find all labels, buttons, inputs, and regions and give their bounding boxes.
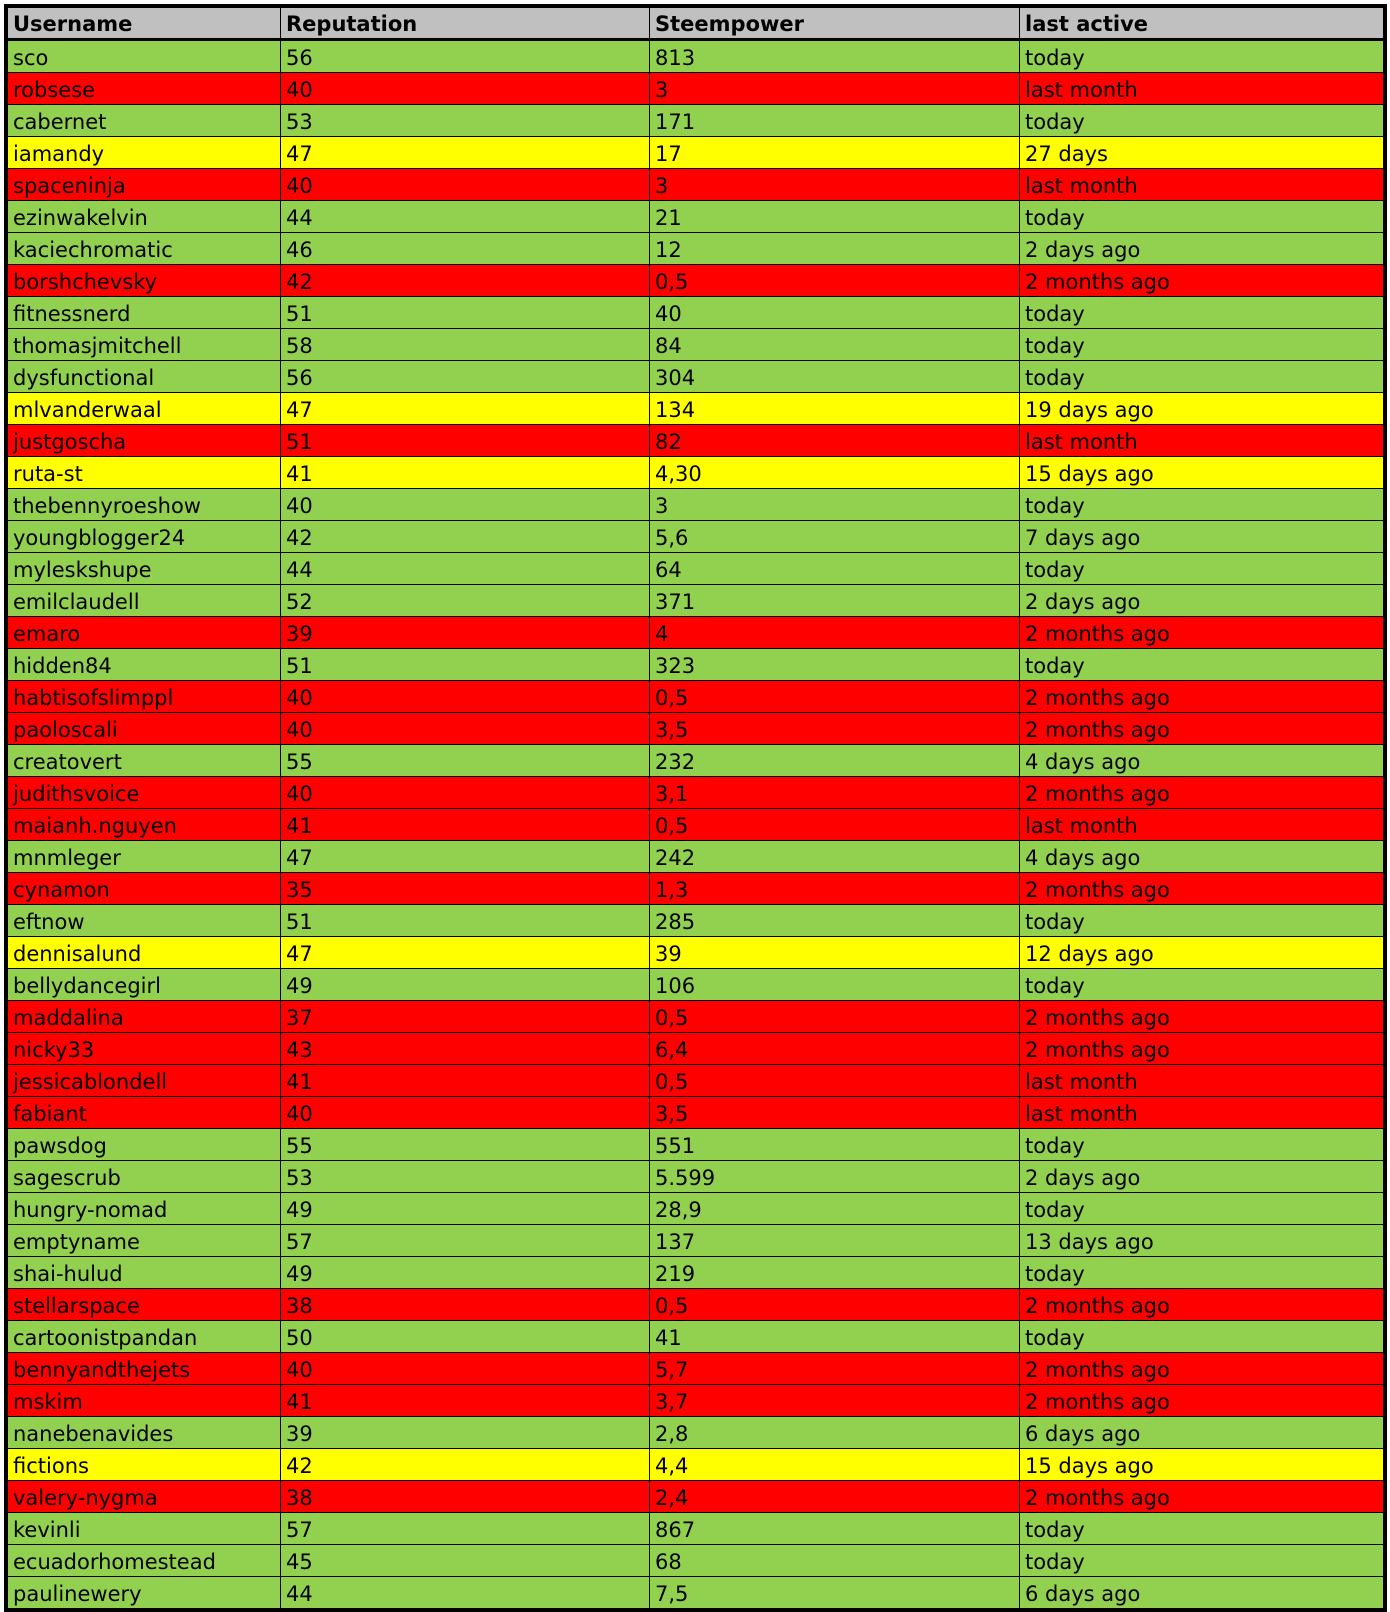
cell-reputation[interactable]: 40 xyxy=(281,169,650,201)
cell-last-active[interactable]: 2 days ago xyxy=(1020,585,1384,617)
cell-steempower[interactable]: 0,5 xyxy=(650,1065,1020,1097)
cell-username[interactable]: dennisalund xyxy=(8,937,281,969)
cell-username[interactable]: judithsvoice xyxy=(8,777,281,809)
cell-reputation[interactable]: 42 xyxy=(281,265,650,297)
cell-last-active[interactable]: 2 months ago xyxy=(1020,1385,1384,1417)
cell-username[interactable]: justgoscha xyxy=(8,425,281,457)
cell-last-active[interactable]: last month xyxy=(1020,169,1384,201)
cell-username[interactable]: bennyandthejets xyxy=(8,1353,281,1385)
cell-steempower[interactable]: 82 xyxy=(650,425,1020,457)
cell-last-active[interactable]: today xyxy=(1020,1321,1384,1353)
cell-reputation[interactable]: 47 xyxy=(281,393,650,425)
cell-steempower[interactable]: 106 xyxy=(650,969,1020,1001)
cell-steempower[interactable]: 0,5 xyxy=(650,681,1020,713)
cell-last-active[interactable]: last month xyxy=(1020,425,1384,457)
cell-steempower[interactable]: 4,30 xyxy=(650,457,1020,489)
cell-username[interactable]: valery-nygma xyxy=(8,1481,281,1513)
table-row xyxy=(8,521,1384,553)
cell-last-active[interactable]: 4 days ago xyxy=(1020,841,1384,873)
cell-last-active[interactable]: 2 months ago xyxy=(1020,1353,1384,1385)
cell-reputation[interactable]: 50 xyxy=(281,1321,650,1353)
header-last-active[interactable]: last active xyxy=(1020,8,1384,40)
cell-steempower[interactable]: 5.599 xyxy=(650,1161,1020,1193)
cell-steempower[interactable]: 1,3 xyxy=(650,873,1020,905)
cell-steempower[interactable]: 17 xyxy=(650,137,1020,169)
cell-username[interactable]: ecuadorhomestead xyxy=(8,1545,281,1577)
table-row xyxy=(8,1097,1384,1129)
spreadsheet xyxy=(4,4,1387,1612)
cell-username[interactable]: mnmleger xyxy=(8,841,281,873)
cell-steempower[interactable]: 2,4 xyxy=(650,1481,1020,1513)
cell-steempower[interactable]: 232 xyxy=(650,745,1020,777)
cell-username[interactable]: ezinwakelvin xyxy=(8,201,281,233)
cell-last-active[interactable]: today xyxy=(1020,40,1384,73)
cell-steempower[interactable]: 12 xyxy=(650,233,1020,265)
cell-last-active[interactable]: 15 days ago xyxy=(1020,457,1384,489)
table-row xyxy=(8,329,1384,361)
table-row xyxy=(8,1001,1384,1033)
cell-last-active[interactable]: 2 months ago xyxy=(1020,681,1384,713)
cell-username[interactable]: maianh.nguyen xyxy=(8,809,281,841)
cell-steempower[interactable]: 285 xyxy=(650,905,1020,937)
cell-last-active[interactable]: today xyxy=(1020,553,1384,585)
cell-username[interactable]: hungry-nomad xyxy=(8,1193,281,1225)
cell-steempower[interactable]: 3 xyxy=(650,169,1020,201)
cell-reputation[interactable]: 53 xyxy=(281,1161,650,1193)
cell-last-active[interactable]: today xyxy=(1020,105,1384,137)
cell-reputation[interactable]: 45 xyxy=(281,1545,650,1577)
table-row xyxy=(8,1225,1384,1257)
cell-reputation[interactable]: 44 xyxy=(281,553,650,585)
cell-reputation[interactable]: 53 xyxy=(281,105,650,137)
table-row xyxy=(8,553,1384,585)
table-row xyxy=(8,1385,1384,1417)
cell-reputation[interactable]: 40 xyxy=(281,1097,650,1129)
table-row xyxy=(8,489,1384,521)
cell-reputation[interactable]: 57 xyxy=(281,1225,650,1257)
cell-reputation[interactable]: 41 xyxy=(281,1385,650,1417)
cell-reputation[interactable]: 49 xyxy=(281,1193,650,1225)
cell-steempower[interactable]: 6,4 xyxy=(650,1033,1020,1065)
table-row xyxy=(8,1545,1384,1577)
cell-username[interactable]: dysfunctional xyxy=(8,361,281,393)
cell-last-active[interactable]: 6 days ago xyxy=(1020,1577,1384,1609)
cell-steempower[interactable]: 3,5 xyxy=(650,1097,1020,1129)
cell-username[interactable]: emaro xyxy=(8,617,281,649)
cell-reputation[interactable]: 40 xyxy=(281,489,650,521)
cell-reputation[interactable]: 51 xyxy=(281,649,650,681)
table-row xyxy=(8,1321,1384,1353)
cell-steempower[interactable]: 4 xyxy=(650,617,1020,649)
cell-last-active[interactable]: today xyxy=(1020,1129,1384,1161)
cell-steempower[interactable]: 64 xyxy=(650,553,1020,585)
cell-username[interactable]: bellydancegirl xyxy=(8,969,281,1001)
header-row xyxy=(8,8,1384,40)
cell-steempower[interactable]: 0,5 xyxy=(650,1289,1020,1321)
cell-last-active[interactable]: 2 months ago xyxy=(1020,1001,1384,1033)
table-row xyxy=(8,745,1384,777)
cell-reputation[interactable]: 49 xyxy=(281,1257,650,1289)
cell-last-active[interactable]: 2 months ago xyxy=(1020,617,1384,649)
cell-steempower[interactable]: 323 xyxy=(650,649,1020,681)
table-row xyxy=(8,457,1384,489)
table-row xyxy=(8,585,1384,617)
table-row xyxy=(8,681,1384,713)
table-row xyxy=(8,969,1384,1001)
cell-reputation[interactable]: 55 xyxy=(281,1129,650,1161)
cell-username[interactable]: sco xyxy=(8,40,281,73)
cell-username[interactable]: fitnessnerd xyxy=(8,297,281,329)
cell-last-active[interactable]: today xyxy=(1020,297,1384,329)
cell-reputation[interactable]: 46 xyxy=(281,233,650,265)
cell-last-active[interactable]: 2 months ago xyxy=(1020,713,1384,745)
cell-reputation[interactable]: 41 xyxy=(281,1065,650,1097)
cell-username[interactable]: robsese xyxy=(8,73,281,105)
cell-steempower[interactable]: 41 xyxy=(650,1321,1020,1353)
cell-last-active[interactable]: last month xyxy=(1020,73,1384,105)
cell-username[interactable]: cynamon xyxy=(8,873,281,905)
table-row xyxy=(8,297,1384,329)
table-row xyxy=(8,1513,1384,1545)
cell-reputation[interactable]: 35 xyxy=(281,873,650,905)
cell-username[interactable]: hidden84 xyxy=(8,649,281,681)
table-row xyxy=(8,905,1384,937)
table-row xyxy=(8,105,1384,137)
cell-username[interactable]: kaciechromatic xyxy=(8,233,281,265)
cell-username[interactable]: shai-hulud xyxy=(8,1257,281,1289)
cell-username[interactable]: mlvanderwaal xyxy=(8,393,281,425)
cell-username[interactable]: jessicablondell xyxy=(8,1065,281,1097)
table-row xyxy=(8,1129,1384,1161)
cell-reputation[interactable]: 41 xyxy=(281,457,650,489)
users-table xyxy=(7,7,1384,1609)
table-row xyxy=(8,73,1384,105)
cell-username[interactable]: youngblogger24 xyxy=(8,521,281,553)
cell-steempower[interactable]: 0,5 xyxy=(650,1001,1020,1033)
cell-last-active[interactable]: last month xyxy=(1020,1097,1384,1129)
cell-username[interactable]: emilclaudell xyxy=(8,585,281,617)
header-reputation[interactable]: Reputation xyxy=(281,8,650,40)
cell-steempower[interactable]: 371 xyxy=(650,585,1020,617)
cell-reputation[interactable]: 37 xyxy=(281,1001,650,1033)
cell-last-active[interactable]: 12 days ago xyxy=(1020,937,1384,969)
cell-steempower[interactable]: 171 xyxy=(650,105,1020,137)
table-row xyxy=(8,169,1384,201)
cell-reputation[interactable]: 58 xyxy=(281,329,650,361)
cell-steempower[interactable]: 551 xyxy=(650,1129,1020,1161)
cell-reputation[interactable]: 47 xyxy=(281,137,650,169)
table-row xyxy=(8,425,1384,457)
cell-username[interactable]: kevinli xyxy=(8,1513,281,1545)
cell-last-active[interactable]: 2 months ago xyxy=(1020,265,1384,297)
table-row xyxy=(8,233,1384,265)
cell-username[interactable]: myleskshupe xyxy=(8,553,281,585)
cell-steempower[interactable]: 3,7 xyxy=(650,1385,1020,1417)
cell-reputation[interactable]: 44 xyxy=(281,201,650,233)
cell-reputation[interactable]: 39 xyxy=(281,617,650,649)
cell-username[interactable]: spaceninja xyxy=(8,169,281,201)
cell-reputation[interactable]: 41 xyxy=(281,809,650,841)
cell-last-active[interactable]: today xyxy=(1020,649,1384,681)
table-row xyxy=(8,1161,1384,1193)
cell-reputation[interactable]: 56 xyxy=(281,40,650,73)
cell-username[interactable]: sagescrub xyxy=(8,1161,281,1193)
cell-reputation[interactable]: 42 xyxy=(281,1449,650,1481)
cell-steempower[interactable]: 3 xyxy=(650,73,1020,105)
cell-last-active[interactable]: 2 months ago xyxy=(1020,1033,1384,1065)
cell-reputation[interactable]: 56 xyxy=(281,361,650,393)
cell-steempower[interactable]: 68 xyxy=(650,1545,1020,1577)
table-header xyxy=(8,8,1384,40)
cell-reputation[interactable]: 55 xyxy=(281,745,650,777)
cell-last-active[interactable]: 19 days ago xyxy=(1020,393,1384,425)
table-row xyxy=(8,201,1384,233)
cell-username[interactable]: cabernet xyxy=(8,105,281,137)
cell-last-active[interactable]: today xyxy=(1020,969,1384,1001)
table-row xyxy=(8,361,1384,393)
cell-last-active[interactable]: 13 days ago xyxy=(1020,1225,1384,1257)
cell-steempower[interactable]: 21 xyxy=(650,201,1020,233)
cell-username[interactable]: mskim xyxy=(8,1385,281,1417)
cell-last-active[interactable]: 15 days ago xyxy=(1020,1449,1384,1481)
table-row xyxy=(8,937,1384,969)
cell-username[interactable]: nicky33 xyxy=(8,1033,281,1065)
cell-username[interactable]: habtisofslimppl xyxy=(8,681,281,713)
cell-last-active[interactable]: today xyxy=(1020,1193,1384,1225)
cell-last-active[interactable]: 2 months ago xyxy=(1020,873,1384,905)
cell-username[interactable]: eftnow xyxy=(8,905,281,937)
cell-reputation[interactable]: 40 xyxy=(281,713,650,745)
cell-steempower[interactable]: 2,8 xyxy=(650,1417,1020,1449)
cell-last-active[interactable]: 2 days ago xyxy=(1020,233,1384,265)
table-row xyxy=(8,1417,1384,1449)
cell-reputation[interactable]: 57 xyxy=(281,1513,650,1545)
cell-reputation[interactable]: 51 xyxy=(281,297,650,329)
cell-steempower[interactable]: 40 xyxy=(650,297,1020,329)
cell-steempower[interactable]: 134 xyxy=(650,393,1020,425)
cell-reputation[interactable]: 43 xyxy=(281,1033,650,1065)
cell-steempower[interactable]: 28,9 xyxy=(650,1193,1020,1225)
table-row xyxy=(8,1289,1384,1321)
cell-last-active[interactable]: last month xyxy=(1020,1065,1384,1097)
cell-steempower[interactable]: 0,5 xyxy=(650,265,1020,297)
cell-reputation[interactable]: 51 xyxy=(281,905,650,937)
cell-last-active[interactable]: 7 days ago xyxy=(1020,521,1384,553)
cell-steempower[interactable]: 3,1 xyxy=(650,777,1020,809)
cell-last-active[interactable]: 2 months ago xyxy=(1020,1289,1384,1321)
table-row xyxy=(8,809,1384,841)
cell-steempower[interactable]: 5,7 xyxy=(650,1353,1020,1385)
cell-reputation[interactable]: 39 xyxy=(281,1417,650,1449)
cell-reputation[interactable]: 51 xyxy=(281,425,650,457)
cell-last-active[interactable]: today xyxy=(1020,1545,1384,1577)
cell-username[interactable]: paoloscali xyxy=(8,713,281,745)
header-steempower[interactable]: Steempower xyxy=(650,8,1020,40)
cell-username[interactable]: ruta-st xyxy=(8,457,281,489)
table-row xyxy=(8,777,1384,809)
table-row xyxy=(8,265,1384,297)
table-row xyxy=(8,137,1384,169)
table-row xyxy=(8,1449,1384,1481)
cell-username[interactable]: borshchevsky xyxy=(8,265,281,297)
cell-steempower[interactable]: 84 xyxy=(650,329,1020,361)
table-row xyxy=(8,1033,1384,1065)
cell-steempower[interactable]: 137 xyxy=(650,1225,1020,1257)
table-body xyxy=(8,40,1384,1609)
cell-username[interactable]: creatovert xyxy=(8,745,281,777)
cell-steempower[interactable]: 5,6 xyxy=(650,521,1020,553)
cell-reputation[interactable]: 40 xyxy=(281,73,650,105)
cell-steempower[interactable]: 7,5 xyxy=(650,1577,1020,1609)
cell-username[interactable]: pawsdog xyxy=(8,1129,281,1161)
cell-reputation[interactable]: 52 xyxy=(281,585,650,617)
cell-last-active[interactable]: last month xyxy=(1020,809,1384,841)
cell-reputation[interactable]: 40 xyxy=(281,681,650,713)
table-row xyxy=(8,1481,1384,1513)
cell-steempower[interactable]: 242 xyxy=(650,841,1020,873)
cell-username[interactable]: cartoonistpandan xyxy=(8,1321,281,1353)
cell-reputation[interactable]: 38 xyxy=(281,1289,650,1321)
cell-reputation[interactable]: 42 xyxy=(281,521,650,553)
table-row xyxy=(8,1577,1384,1609)
table-row xyxy=(8,40,1384,73)
cell-last-active[interactable]: 2 months ago xyxy=(1020,1481,1384,1513)
table-row xyxy=(8,1193,1384,1225)
cell-reputation[interactable]: 40 xyxy=(281,1353,650,1385)
cell-last-active[interactable]: today xyxy=(1020,361,1384,393)
table-row xyxy=(8,873,1384,905)
cell-steempower[interactable]: 39 xyxy=(650,937,1020,969)
cell-reputation[interactable]: 38 xyxy=(281,1481,650,1513)
cell-username[interactable]: iamandy xyxy=(8,137,281,169)
cell-last-active[interactable]: 4 days ago xyxy=(1020,745,1384,777)
cell-username[interactable]: fabiant xyxy=(8,1097,281,1129)
cell-username[interactable]: maddalina xyxy=(8,1001,281,1033)
table-row xyxy=(8,1353,1384,1385)
cell-steempower[interactable]: 4,4 xyxy=(650,1449,1020,1481)
cell-steempower[interactable]: 813 xyxy=(650,40,1020,73)
cell-steempower[interactable]: 867 xyxy=(650,1513,1020,1545)
cell-last-active[interactable]: today xyxy=(1020,329,1384,361)
cell-reputation[interactable]: 49 xyxy=(281,969,650,1001)
table-row xyxy=(8,1065,1384,1097)
cell-steempower[interactable]: 219 xyxy=(650,1257,1020,1289)
cell-username[interactable]: fictions xyxy=(8,1449,281,1481)
cell-reputation[interactable]: 40 xyxy=(281,777,650,809)
cell-last-active[interactable]: today xyxy=(1020,489,1384,521)
cell-reputation[interactable]: 44 xyxy=(281,1577,650,1609)
cell-reputation[interactable]: 47 xyxy=(281,841,650,873)
cell-last-active[interactable]: today xyxy=(1020,201,1384,233)
table-row xyxy=(8,713,1384,745)
header-username[interactable]: Username xyxy=(8,8,281,40)
cell-last-active[interactable]: today xyxy=(1020,1513,1384,1545)
cell-last-active[interactable]: 2 days ago xyxy=(1020,1161,1384,1193)
cell-username[interactable]: stellarspace xyxy=(8,1289,281,1321)
cell-steempower[interactable]: 3,5 xyxy=(650,713,1020,745)
cell-steempower[interactable]: 3 xyxy=(650,489,1020,521)
table-row xyxy=(8,1257,1384,1289)
cell-username[interactable]: nanebenavides xyxy=(8,1417,281,1449)
table-row xyxy=(8,649,1384,681)
cell-last-active[interactable]: 2 months ago xyxy=(1020,777,1384,809)
cell-username[interactable]: thebennyroeshow xyxy=(8,489,281,521)
cell-last-active[interactable]: 27 days xyxy=(1020,137,1384,169)
cell-steempower[interactable]: 304 xyxy=(650,361,1020,393)
cell-username[interactable]: thomasjmitchell xyxy=(8,329,281,361)
cell-steempower[interactable]: 0,5 xyxy=(650,809,1020,841)
table-row xyxy=(8,393,1384,425)
cell-username[interactable]: emptyname xyxy=(8,1225,281,1257)
cell-last-active[interactable]: 6 days ago xyxy=(1020,1417,1384,1449)
cell-last-active[interactable]: today xyxy=(1020,1257,1384,1289)
cell-last-active[interactable]: today xyxy=(1020,905,1384,937)
cell-username[interactable]: paulinewery xyxy=(8,1577,281,1609)
table-row xyxy=(8,617,1384,649)
table-row xyxy=(8,841,1384,873)
cell-reputation[interactable]: 47 xyxy=(281,937,650,969)
